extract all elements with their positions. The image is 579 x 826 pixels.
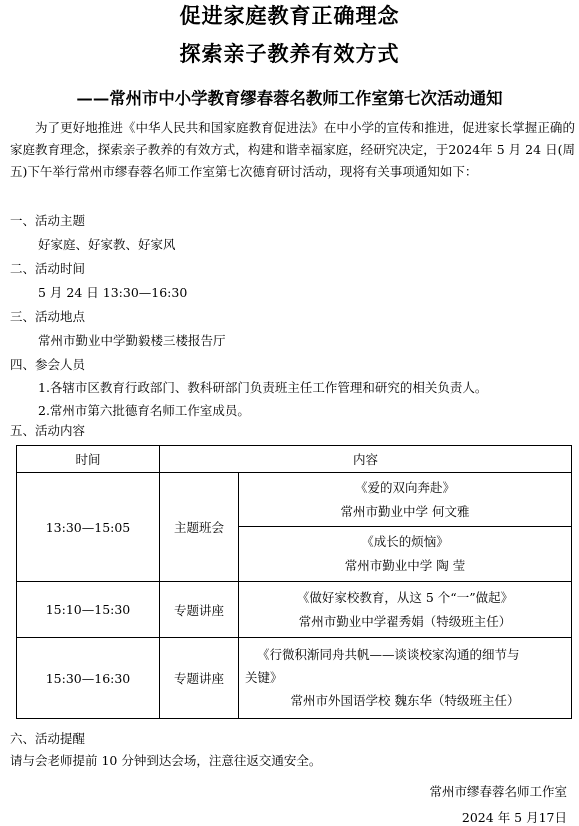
row1-item1-title: 《爱的双向奔赴》	[355, 479, 456, 495]
row1-item1	[239, 473, 572, 527]
reminder-heading: 六、活动提醒	[10, 731, 86, 746]
reminder-text: 请与会老师提前 10 分钟到达会场，注意往返交通安全。	[10, 753, 322, 768]
participants-heading: 四、参会人员	[10, 357, 86, 372]
title-line-1: 促进家庭教育正确理念	[179, 3, 400, 28]
row1-type: 主题班会	[160, 473, 239, 582]
table-row	[17, 473, 572, 527]
table-header-row	[17, 446, 572, 473]
title-line-2: 探索亲子教养有效方式	[179, 41, 400, 66]
header-content: 内容	[160, 446, 572, 473]
row2-title: 《做好家校教育，从这 5 个“一”做起》	[296, 589, 514, 605]
row1-item2-title: 《成长的烦恼》	[361, 534, 449, 549]
row3-title-part1: 《行微积渐同舟共帆——谈谈校家沟通的细节与	[257, 647, 520, 662]
participants-item-2: 2.常州市第六批德育名师工作室成员。	[38, 403, 250, 418]
table-row	[17, 582, 572, 638]
place-text: 常州市勤业中学勤毅楼三楼报告厅	[38, 333, 226, 348]
place-heading: 三、活动地点	[10, 309, 86, 324]
row1-time: 13:30—15:05	[17, 473, 160, 582]
row3-content	[239, 638, 572, 719]
row2-content	[239, 582, 572, 638]
participants-item-1: 1.各辖市区教育行政部门、教科研部门负责班主任工作管理和研究的相关负责人。	[38, 380, 488, 395]
content-heading: 五、活动内容	[10, 423, 86, 438]
row3-speaker: 常州市外国语学校 魏东华（特级班主任）	[290, 693, 520, 708]
row1-item2-speaker: 常州市勤业中学 陶 莹	[344, 558, 466, 573]
theme-text: 好家庭、好家教、好家风	[38, 237, 176, 252]
theme-heading: 一、活动主题	[10, 213, 86, 228]
footer-date: 2024 年 5 月17日	[461, 810, 567, 825]
footer-organization: 常州市缪春蓉名师工作室	[429, 784, 567, 799]
intro-paragraph: 为了更好地推进《中华人民共和国家庭教育促进法》在中小学的宣传和推进，促进家长掌握正确的家庭教育理念，探索亲子教养的有效方式，构建和谐幸福家庭，经研究决定，于2024年 5 月 24 日(周五)下午举行常州市缪春蓉名师工作室第七次德育研讨活动，现将有关事项通知如下：	[10, 120, 575, 179]
subtitle: ——常州市中小学教育缪春蓉名教师工作室第七次活动通知	[76, 89, 503, 108]
time-heading: 二、活动时间	[10, 261, 86, 276]
row2-type: 专题讲座	[160, 582, 239, 638]
row1-item1-speaker: 常州市勤业中学 何文雅	[340, 503, 470, 519]
row2-time: 15:10—15:30	[17, 582, 160, 638]
time-text: 5 月 24 日 13:30—16:30	[38, 285, 188, 300]
row1-item2	[239, 527, 572, 582]
header-time: 时间	[17, 446, 160, 473]
row3-title-part2: 关键》	[245, 670, 283, 685]
row3-type: 专题讲座	[160, 638, 239, 719]
table-row	[17, 638, 572, 719]
row2-speaker: 常州市勤业中学翟秀娟（特级班主任）	[298, 613, 512, 629]
row3-time: 15:30—16:30	[17, 638, 160, 719]
agenda-table	[16, 445, 572, 719]
